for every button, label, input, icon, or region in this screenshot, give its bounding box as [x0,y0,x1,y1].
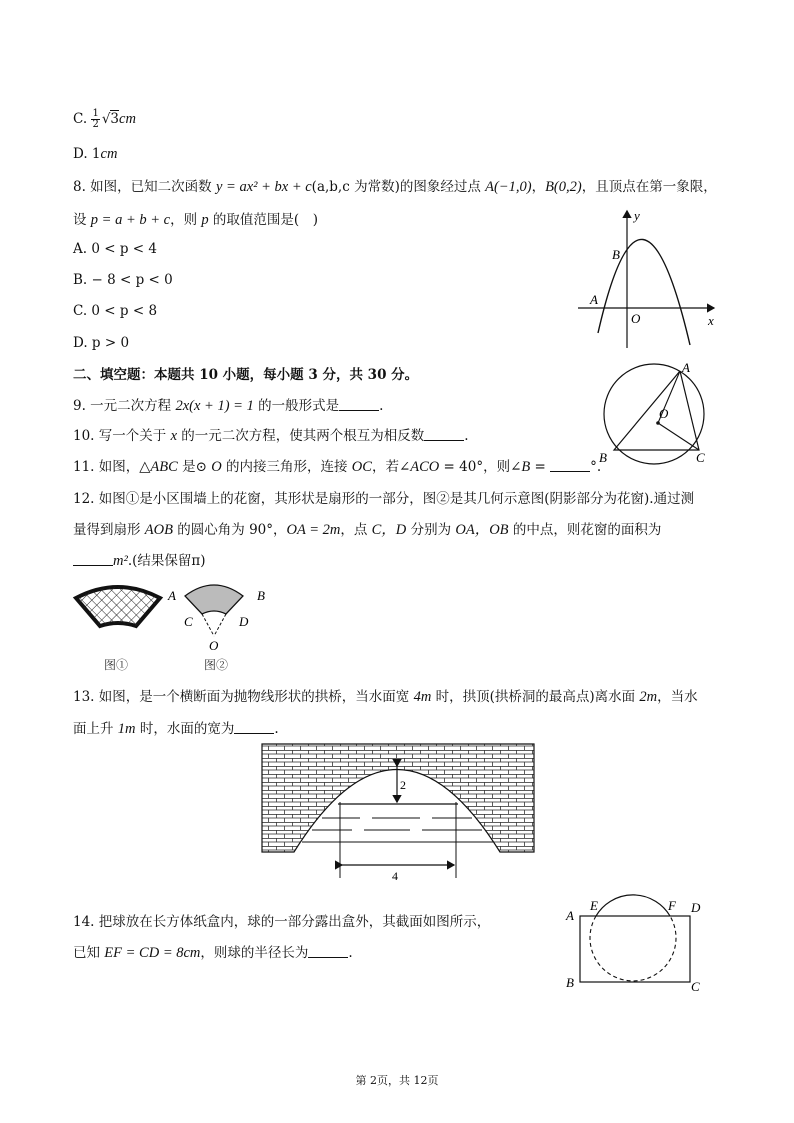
q10-text: 的一元二次方程，使其两个根互为相反数 [177,428,425,444]
answer-blank[interactable] [234,721,274,734]
q10-text: 10. 写一个关于 [73,428,171,444]
answer-blank[interactable] [339,398,379,411]
answer-blank[interactable] [424,428,464,441]
sqrt-icon: √ [101,111,111,127]
q9-text: 9. 一元二次方程 [73,398,176,414]
q13-end: . [274,721,279,737]
q11-text: = [530,459,551,475]
q11-segment: OC [351,459,372,475]
q13-text: 时，拱顶(拱桥洞的最高点)离水面 [431,689,640,705]
q13-height: 2m [639,689,658,705]
q10 [73,427,469,445]
q10-end: . [464,428,469,444]
q10-variable: x [170,428,177,444]
q8-option-d [73,334,129,352]
point-b-label: B [566,975,574,990]
q12-sector: AOB [144,522,173,538]
q8-option-c [73,302,157,320]
q14-end: . [348,945,353,961]
q12-radius: OA = 2m [286,522,341,538]
q8-p: p [201,212,209,228]
q11-text: = 40°，则∠ [439,459,522,475]
q11-circle-figure [596,358,706,470]
q9-end: . [379,398,384,414]
q14-text: ，则球的半径长为 [200,945,309,961]
q8-point-b: B(0,2) [545,179,582,195]
q8-p-def: p = a + b + c [90,212,171,228]
q8-function: y = ax² + bx + c [215,179,312,195]
q12-text: 量得到扇形 [73,522,145,538]
q8-text: 的取值范围是( ) [208,212,318,228]
q12-text: 分别为 [406,522,456,538]
dashed-od [214,614,226,636]
q7-fraction-den: 2 [92,119,99,130]
q8-option-a [73,240,157,258]
q13-line2 [73,720,279,738]
ball-top-arc [596,895,670,916]
q9-text: 的一般形式是 [253,398,340,414]
q12-line3 [73,552,206,570]
answer-blank[interactable] [550,459,590,472]
height-label: 2 [400,778,406,792]
center-point [656,421,660,425]
point-a-label: A [566,908,574,923]
q11-end: °. [590,459,602,475]
y-axis-label: y [634,208,640,223]
q11-text: 是⊙ [177,459,212,475]
q11-text: 11. 如图， [73,459,140,475]
box-rectangle [580,916,690,982]
fig1-caption: 图① [104,658,129,672]
q7-fraction [91,109,99,130]
q8-point-a: A(−1,0) [485,179,532,195]
q12-text: 的圆心角为 90°， [172,522,287,538]
q7-option-d-unit: cm [100,146,118,162]
q13-bridge-figure [260,742,536,882]
point-b-label: B [257,588,265,603]
point-b-label: B [599,450,607,465]
shaded-region [185,585,243,614]
q13-line1 [73,688,698,706]
point-c-label: C [691,979,700,994]
q8-text: (a,b,c 为常数)的图象经过点 [311,179,486,195]
point-o-label: O [659,406,669,421]
q12-text: 的中点，则花窗的面积为 [508,522,662,538]
point-c-label: C [696,450,705,465]
q8-text: 设 [73,212,91,228]
brick-wall [262,744,534,852]
dashed-oc [202,614,214,636]
answer-blank[interactable] [308,945,348,958]
q12-line2 [73,521,661,539]
q14-line1: 14. 把球放在长方体纸盒内，球的一部分露出盒外，其截面如图所示， [73,914,491,930]
q11-text: 的内接三角形，连接 [221,459,352,475]
q7-option-d-label: D. 1 [73,146,101,162]
q13-text: ，当水 [657,689,698,705]
q8-text: 8. 如图，已知二次函数 [73,179,216,195]
q8-option-c-text: C. 0 < p < 8 [73,303,158,319]
q12-text: .(结果保留π) [127,553,206,569]
q14-ball-box-figure [560,892,710,998]
q14-equation: EF = CD = 8cm [104,945,201,961]
q11-angle: ACO [410,459,440,475]
point-c-label: C [184,614,193,629]
circumcircle [604,364,704,464]
q13-text: 时，水面的宽为 [135,721,235,737]
q7-option-c-unit: cm [119,111,136,127]
origin-label: O [631,311,641,326]
q8-text: ， [531,179,546,195]
point-f-label: F [668,898,676,913]
section-title: 二、填空题：本题共 10 小题，每小题 3 分，共 30 分。 [73,367,419,383]
q12-window-figure [72,580,164,640]
q12-points: C，D [371,522,407,538]
q13-text: 13. 如图，是一个横断面为抛物线形状的拱桥，当水面宽 [73,689,414,705]
point-e-label: E [590,898,598,913]
point-d-label: D [691,900,701,915]
segment-oc [658,423,699,450]
x-axis-label: x [708,313,714,328]
ball-hidden-arc [590,916,676,981]
q8-text: ，且顶点在第一象限， [581,179,717,195]
q8-option-b [73,271,173,289]
fig2-caption: 图② [204,658,229,672]
q8-option-b-text: B. − 8 < p < 0 [73,272,173,288]
point-o-label: O [209,638,219,653]
q8-option-d-text: D. p > 0 [73,335,130,351]
q11-circle: O [211,459,222,475]
q8-text: ，则 [170,212,202,228]
q8-stem-line2 [73,211,318,229]
window-lattice [76,587,160,626]
q13-rise: 1m [117,721,136,737]
q7-option-c-label: C. [73,111,92,127]
q14-text: 已知 [73,945,105,961]
q7-fraction-num: 1 [92,108,99,119]
q12-segments: OA，OB [455,522,509,538]
triangle-abc [614,371,699,450]
point-d-label: D [239,614,249,629]
q8-stem-line1 [73,178,717,196]
point-b-label: B [612,247,620,262]
q13-width: 4m [413,689,432,705]
q12-line1: 12. 如图①是小区围墙上的花窗，其形状是扇形的一部分，图②是其几何示意图(阴影部分为花窗).通过测 [73,491,695,507]
answer-blank[interactable] [73,553,113,566]
width-label: 4 [392,869,398,882]
q12-text: ，点 [340,522,372,538]
q7-radicand: 3 [110,111,120,127]
q11-angle-b: B [521,459,531,475]
q11 [73,458,601,476]
q7-option-c [73,109,136,130]
q13-text: 面上升 [73,721,118,737]
q11-text: ，若∠ [371,459,411,475]
q11-triangle: △ABC [139,459,178,475]
q8-option-a-text: A. 0 < p < 4 [73,241,157,257]
page-footer: 第 2页，共 12页 [355,1074,439,1087]
q9-equation: 2x(x + 1) = 1 [175,398,254,414]
point-a-label: A [590,292,598,307]
q7-option-d [73,145,117,163]
q8-parabola-figure [574,205,724,350]
point-a-label: A [682,360,690,375]
q12-unit: m² [113,553,128,569]
q14-line2 [73,944,353,962]
q9 [73,397,383,415]
point-a-label: A [168,588,176,603]
q12-sector-figure [164,578,274,654]
